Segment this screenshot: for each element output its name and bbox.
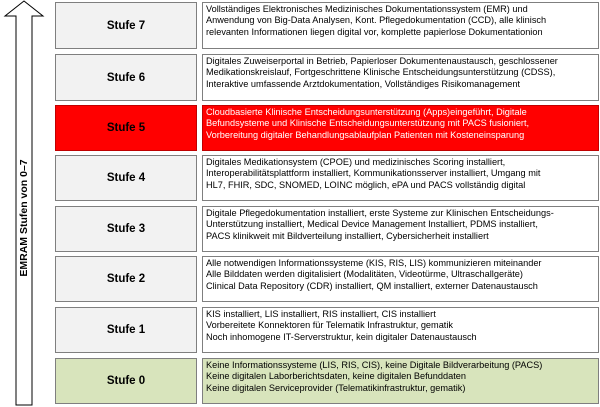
description-line: Keine digitalen Laborberichtsdaten, keine digitalen Befunddaten xyxy=(206,371,466,382)
stage-label: Stufe 5 xyxy=(55,105,197,151)
description-line: Clinical Data Repository (CDR) installiert, QM installiert, externer Datenaustausch xyxy=(206,280,538,291)
stage-description xyxy=(202,307,599,353)
description-line: Vollständiges Elektronisches Medizinisches Dokumentationssystem (EMR) und xyxy=(206,4,528,14)
description-line: Digitales Zuweiserportal in Betrieb, Papierloser Dokumentenaustausch, geschlossener xyxy=(206,56,558,66)
description-line: PACS klinikweit mit Bildverteilung installiert, Cybersicherheit installiert xyxy=(206,230,489,241)
stage-label: Stufe 4 xyxy=(55,155,197,201)
stage-row-2 xyxy=(55,256,599,302)
emram-axis xyxy=(0,0,52,407)
description-line: Digitales Medikationsystem (CPOE) und medizinisches Scoring installiert, xyxy=(206,157,506,167)
description-line: Keine digitalen Serviceprovider (Telematikinfrastruktur, gematik) xyxy=(206,382,466,393)
stage-row-3 xyxy=(55,206,599,252)
stage-description xyxy=(202,206,599,252)
stage-description xyxy=(202,155,599,201)
stage-label: Stufe 1 xyxy=(55,307,197,353)
description-line: Noch inhomogene IT-Serverstruktur, kein digitaler Datenaustausch xyxy=(206,331,477,342)
description-line: Anwendung von Big-Data Analysen, Kont. Pflegedokumentation (CCD), alle klinisch xyxy=(206,15,547,26)
description-line: Alle Bilddaten werden digitalisiert (Modalitäten, Videotürme, Ultraschallgeräte) xyxy=(206,269,523,280)
stage-description xyxy=(202,54,599,101)
description-line: Interaktive umfassende Arztdokumentation, Vollständiges Risikomanagement xyxy=(206,78,521,89)
stage-description xyxy=(202,105,599,151)
stage-row-1 xyxy=(55,307,599,353)
description-line: Interoperabilitätsplattform installiert, Kommunikationsserver installiert, Umgang mit xyxy=(206,168,541,179)
description-line: relevanten Informationen liegen digital vor, komplette papierlose Dokumentationion xyxy=(206,26,543,37)
stage-label: Stufe 7 xyxy=(55,2,197,49)
stage-description xyxy=(202,256,599,302)
description-line: HL7, FHIR, SDC, SNOMED, LOINC möglich, ePA und PACS vollständig digital xyxy=(206,179,526,190)
description-line: Medikationskreislauf, Fortgeschrittene Klinische Entscheidungsunterstützung (CDSS), xyxy=(206,67,556,78)
description-line: Cloudbasierte Klinische Entscheidungsunterstützung (Apps)eingeführt, Digitale xyxy=(206,107,527,117)
stage-row-0 xyxy=(55,358,599,404)
stage-label: Stufe 3 xyxy=(55,206,197,252)
description-line: Befundsysteme und Klinische Entscheidungsunterstützung mit PACS fusioniert, xyxy=(206,118,530,129)
stage-label: Stufe 0 xyxy=(55,358,197,404)
stage-label: Stufe 2 xyxy=(55,256,197,302)
description-line: KIS installiert, LIS installiert, RIS installiert, CIS installiert xyxy=(206,309,436,319)
stage-description xyxy=(202,358,599,404)
axis-label: EMRAM Stufen von 0–7 xyxy=(18,159,30,277)
description-line: Unterstützung installiert, Medical Device Management Installiert, PDMS installiert, xyxy=(206,219,538,230)
stage-row-6 xyxy=(55,54,599,101)
stage-description xyxy=(202,2,599,49)
stage-label: Stufe 6 xyxy=(55,54,197,101)
description-line: Alle notwendigen Informationssysteme (KIS, RIS, LIS) kommunizieren miteinander xyxy=(206,258,542,268)
stage-row-7 xyxy=(55,2,599,49)
description-line: Vorbereitung digitaler Behandlungsablaufplan Patienten mit Kosteneinsparung xyxy=(206,129,525,140)
description-line: Vorbereitete Konnektoren für Telematik Infrastruktur, gematik xyxy=(206,320,453,331)
description-line: Digitale Pflegedokumentation installiert, erste Systeme zur Klinischen Entscheidungs- xyxy=(206,208,554,218)
stage-row-5 xyxy=(55,105,599,151)
stage-row-4 xyxy=(55,155,599,201)
description-line: Keine Informationssysteme (LIS, RIS, CIS), keine Digitale Bildverarbeitung (PACS) xyxy=(206,360,543,370)
